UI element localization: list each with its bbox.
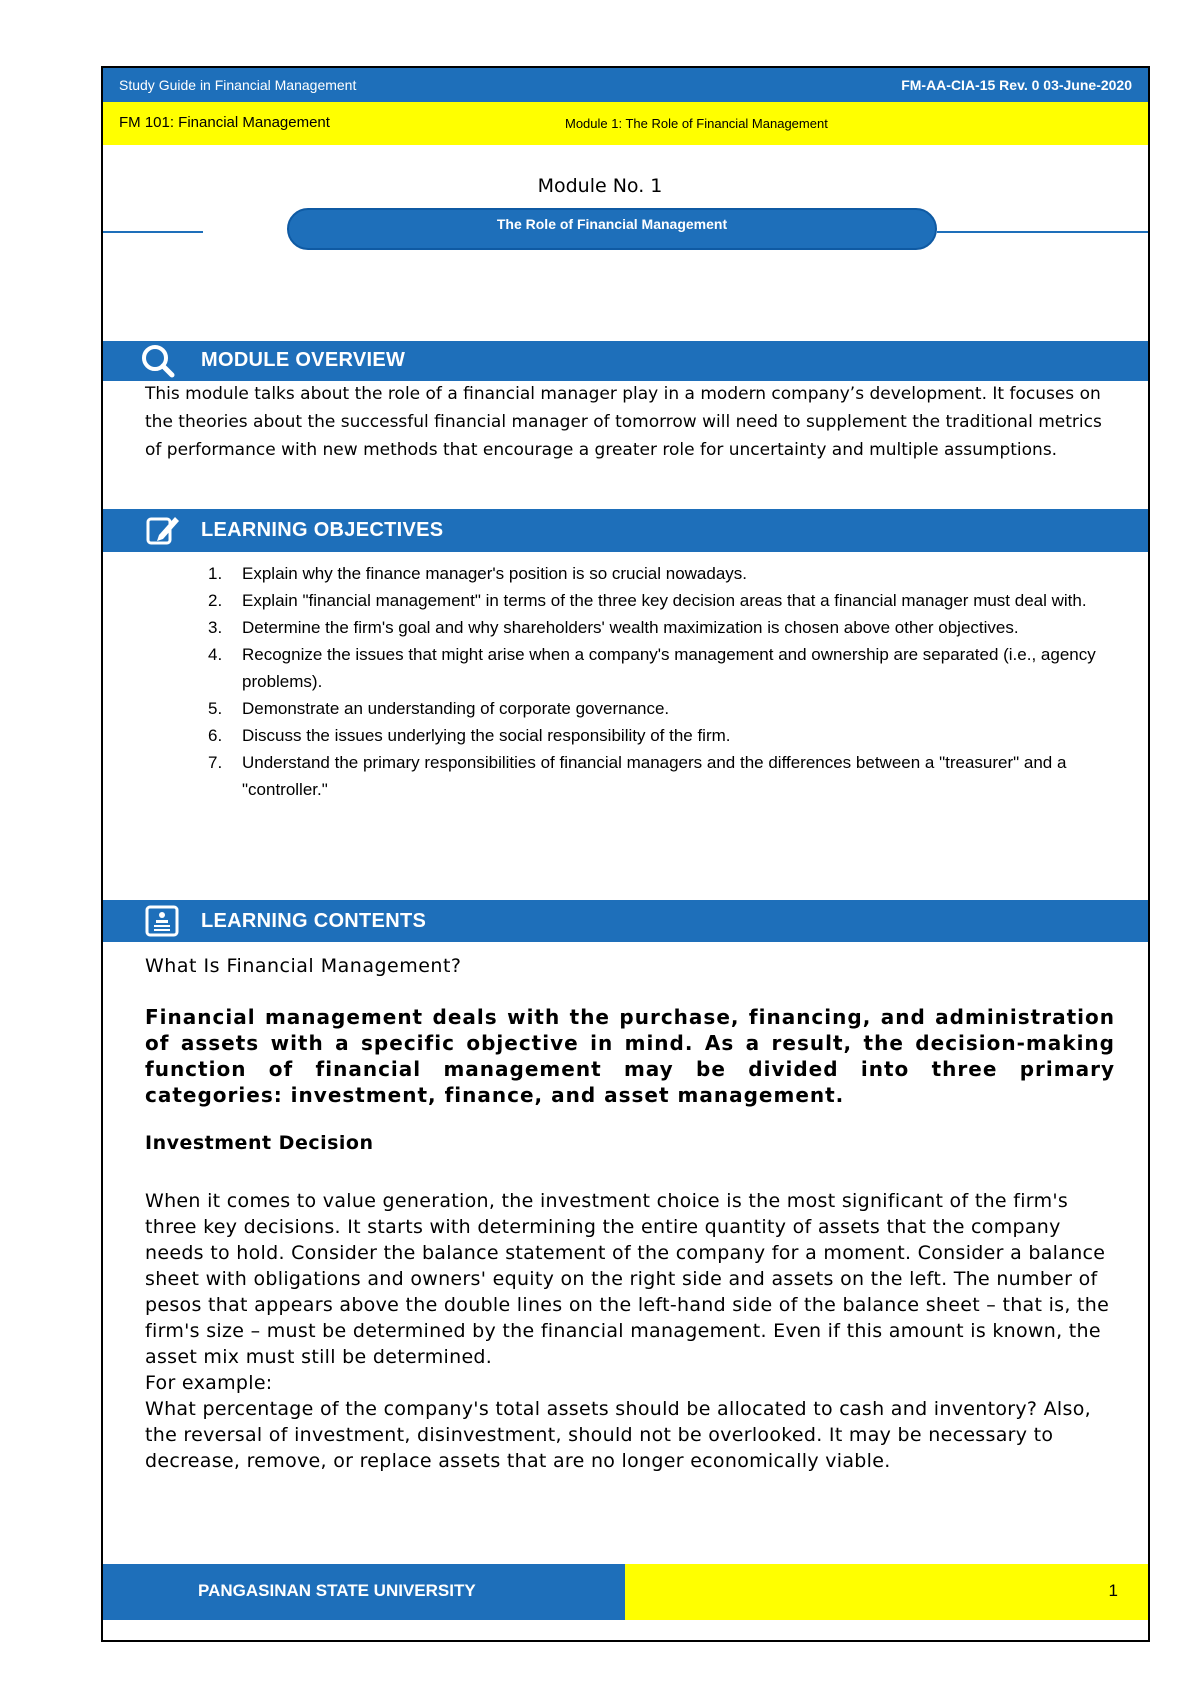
edit-icon: [145, 513, 181, 547]
document-icon: [145, 905, 179, 937]
title-rule-left: [103, 231, 203, 233]
list-item: 7. Understand the primary responsibilities of financial managers and the differences between a "treasurer" and a "controller.": [208, 753, 1067, 799]
title-rule-right: [937, 231, 1148, 233]
course-bar: [103, 102, 1148, 145]
overview-heading: MODULE OVERVIEW: [201, 349, 406, 371]
doc-code: FM-AA-CIA-15 Rev. 0 03-June-2020: [901, 77, 1132, 93]
objectives-heading: LEARNING OBJECTIVES: [201, 519, 444, 541]
page-number: 1: [1108, 1581, 1118, 1600]
footer-page-bar: [625, 1564, 1148, 1620]
header-bar: [103, 68, 1148, 102]
university-name: PANGASINAN STATE UNIVERSITY: [198, 1581, 476, 1600]
list-item: 6. Discuss the issues underlying the social responsibility of the firm.: [208, 726, 731, 745]
footer-university-bar: [103, 1564, 625, 1620]
magnifier-icon: [139, 343, 177, 379]
objectives-bar: [103, 509, 1148, 552]
contents-question: What Is Financial Management?: [145, 955, 462, 977]
list-item: 4. Recognize the issues that might arise when a company's management and ownership are separated (i.e., agency problems).: [208, 645, 1096, 691]
investment-decision-body: [145, 1188, 1115, 1474]
list-item: 5. Demonstrate an understanding of corporate governance.: [208, 699, 670, 718]
objectives-list: [200, 560, 1120, 803]
module-title-banner: [287, 208, 937, 250]
contents-lead: Financial management deals with the purchase, financing, and administration of assets with a specific objective in mind. As a result, the decision-making function of financial management may be divided into three primary categories: investment, finance, and asset management.: [145, 1005, 1115, 1107]
list-item: 2. Explain "financial management" in terms of the three key decision areas that a financial manager must deal with.: [208, 591, 1087, 610]
overview-text: This module talks about the role of a financial manager play in a modern company’s development. It focuses on the theories about the successful financial manager of tomorrow will need to supplement the traditional metrics of performance with new methods that encourage a greater role for uncertainty and multiple assumptions.: [145, 384, 1102, 460]
contents-heading: LEARNING CONTENTS: [201, 910, 427, 932]
example-label: For example:: [145, 1372, 273, 1394]
example-text: What percentage of the company's total assets should be allocated to cash and inventory? Also, the reversal of investment, disinvestment, should not be overlooked. It may be necessary to decrease, remove, or replace assets that are no longer economically viable.: [145, 1398, 1091, 1472]
investment-decision-heading: Investment Decision: [145, 1132, 374, 1154]
module-label: Module 1: The Role of Financial Management: [565, 116, 828, 131]
contents-bar: [103, 900, 1148, 942]
module-title: The Role of Financial Management: [496, 216, 728, 232]
module-number: Module No. 1: [537, 175, 663, 197]
list-item: 1. Explain why the finance manager's position is so crucial nowadays.: [208, 564, 748, 583]
course-name: FM 101: Financial Management: [119, 114, 330, 131]
guide-title: Study Guide in Financial Management: [119, 77, 357, 93]
overview-bar: [103, 341, 1148, 381]
list-item: 3. Determine the firm's goal and why shareholders' wealth maximization is chosen above other objectives.: [208, 618, 1019, 637]
body-paragraph: When it comes to value generation, the investment choice is the most significant of the firm's three key decisions. It starts with determining the entire quantity of assets that the company needs to hold. Consider the balance statement of the company for a moment. Consider a balance sheet with obligations and owners' equity on the right side and assets on the left. The number of pesos that appears above the double lines on the left-hand side of the balance sheet – that is, the firm's size – must be determined by the financial management. Even if this amount is known, the asset mix must still be determined.: [145, 1190, 1110, 1368]
